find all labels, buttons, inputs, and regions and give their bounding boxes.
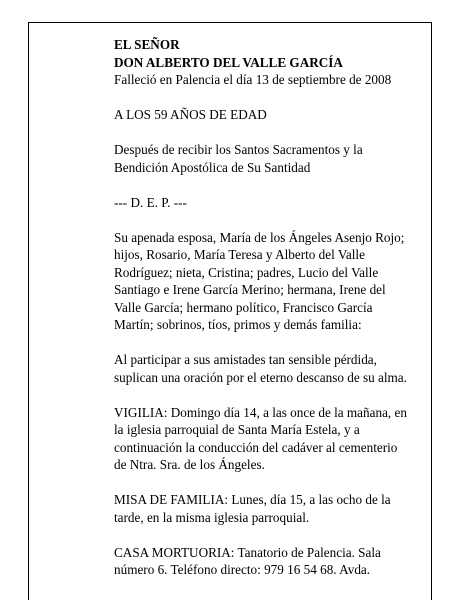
funeral-home-paragraph: CASA MORTUORIA: Tanatorio de Palencia. Sala número 6. Teléfono directo: 979 16 54 68. Avda. [114, 544, 381, 577]
notice-title-line-2: DON ALBERTO DEL VALLE GARCÍA [114, 54, 343, 70]
sacraments-paragraph: Después de recibir los Santos Sacramentos y la Bendición Apostólica de Su Santidad [114, 142, 363, 175]
rip-line: --- D. E. P. --- [114, 194, 187, 210]
vigil-paragraph: VIGILIA: Domingo día 14, a las once de la mañana, en la iglesia parroquial de Santa María Estela, y a continuación la conducción del cadáver al cementerio de Ntra. Sra. de los Ángeles. [114, 404, 407, 472]
spacer [114, 526, 419, 544]
spacer [114, 124, 419, 142]
death-date-line: Falleció en Palencia el día 13 de septiembre de 2008 [114, 72, 392, 87]
spacer [114, 474, 419, 492]
spacer [114, 211, 419, 229]
request-paragraph: Al participar a sus amistades tan sensible pérdida, suplican una oración por el eterno descanso de su alma. [114, 352, 407, 385]
spacer [114, 176, 419, 194]
age-line: A LOS 59 AÑOS DE EDAD [114, 107, 267, 122]
spacer [114, 334, 419, 352]
spacer [114, 386, 419, 404]
family-paragraph: Su apenada esposa, María de los Ángeles Asenjo Rojo; hijos, Rosario, María Teresa y Alberto del Valle Rodríguez; nieta, Cristina; padres, Lucio del Valle Santiago e Irene García Merino; hermana, Irene del Valle García; hermano político, Francisco García Martín; sobrinos, tíos, primos y demás familia: [114, 229, 405, 332]
spacer [114, 89, 419, 107]
family-mass-paragraph: MISA DE FAMILIA: Lunes, día 15, a las ocho de la tarde, en la misma iglesia parroquial. [114, 492, 391, 525]
obituary-notice [114, 36, 419, 579]
notice-title-line-1: EL SEÑOR [114, 37, 180, 52]
